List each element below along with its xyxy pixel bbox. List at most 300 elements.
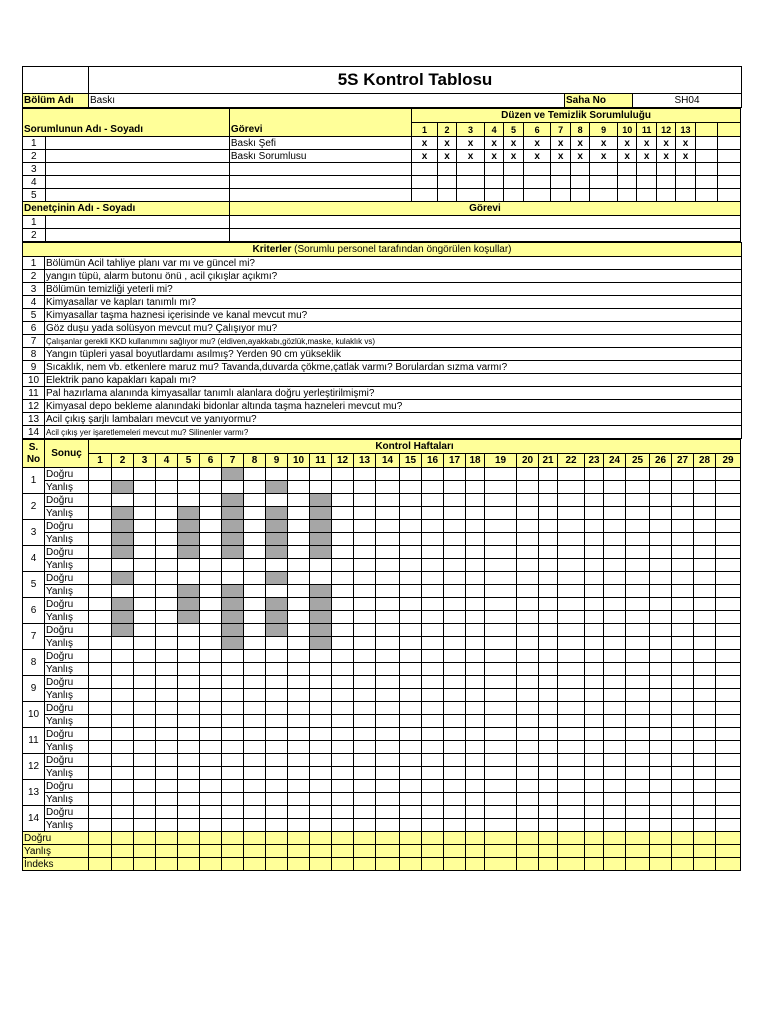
week-check-cell[interactable] (156, 741, 178, 754)
week-check-cell[interactable] (89, 624, 112, 637)
week-check-cell[interactable] (266, 572, 288, 585)
week-check-cell[interactable] (222, 780, 244, 793)
week-check-cell[interactable] (244, 481, 266, 494)
week-check-cell[interactable] (626, 728, 650, 741)
week-check-cell[interactable] (244, 650, 266, 663)
week-check-cell[interactable] (444, 585, 466, 598)
week-check-cell[interactable] (626, 780, 650, 793)
week-check-cell[interactable] (134, 741, 156, 754)
week-check-cell[interactable] (400, 676, 422, 689)
week-check-cell[interactable] (200, 663, 222, 676)
week-check-cell[interactable] (604, 624, 626, 637)
week-check-cell[interactable] (604, 767, 626, 780)
week-check-cell[interactable] (539, 767, 558, 780)
week-check-cell[interactable] (244, 689, 266, 702)
week-check-cell[interactable] (539, 689, 558, 702)
week-check-cell[interactable] (134, 637, 156, 650)
week-check-cell[interactable] (354, 715, 376, 728)
week-check-cell[interactable] (466, 598, 485, 611)
week-check-cell[interactable] (694, 507, 716, 520)
week-check-cell[interactable] (716, 559, 741, 572)
week-check-cell[interactable] (517, 741, 539, 754)
week-check-cell[interactable] (539, 741, 558, 754)
week-check-cell[interactable] (332, 468, 354, 481)
week-check-cell[interactable] (485, 715, 517, 728)
week-check-cell[interactable] (716, 637, 741, 650)
week-check-cell[interactable] (310, 689, 332, 702)
week-check-cell[interactable] (539, 728, 558, 741)
week-check-cell[interactable] (485, 637, 517, 650)
week-check-cell[interactable] (112, 741, 134, 754)
week-check-cell[interactable] (222, 754, 244, 767)
week-check-cell[interactable] (156, 494, 178, 507)
week-check-cell[interactable] (694, 676, 716, 689)
week-check-cell[interactable] (332, 819, 354, 832)
week-check-cell[interactable] (422, 572, 444, 585)
week-check-cell[interactable] (332, 520, 354, 533)
week-check-cell[interactable] (354, 585, 376, 598)
week-check-cell[interactable] (466, 793, 485, 806)
week-check-cell[interactable] (178, 689, 200, 702)
week-check-cell[interactable] (422, 494, 444, 507)
week-check-cell[interactable] (626, 598, 650, 611)
week-check-cell[interactable] (694, 780, 716, 793)
week-check-cell[interactable] (694, 767, 716, 780)
week-check-cell[interactable] (222, 494, 244, 507)
week-check-cell[interactable] (466, 585, 485, 598)
week-check-cell[interactable] (539, 702, 558, 715)
week-check-cell[interactable] (134, 572, 156, 585)
week-check-cell[interactable] (222, 520, 244, 533)
week-check-cell[interactable] (178, 494, 200, 507)
week-check-cell[interactable] (539, 650, 558, 663)
week-check-cell[interactable] (558, 650, 585, 663)
week-check-cell[interactable] (134, 520, 156, 533)
week-check-cell[interactable] (376, 637, 400, 650)
week-check-cell[interactable] (422, 598, 444, 611)
week-check-cell[interactable] (485, 572, 517, 585)
week-check-cell[interactable] (558, 611, 585, 624)
week-check-cell[interactable] (517, 806, 539, 819)
week-check-cell[interactable] (585, 624, 604, 637)
week-check-cell[interactable] (604, 494, 626, 507)
week-check-cell[interactable] (517, 819, 539, 832)
week-check-cell[interactable] (400, 611, 422, 624)
week-check-cell[interactable] (585, 598, 604, 611)
week-check-cell[interactable] (178, 533, 200, 546)
week-check-cell[interactable] (332, 767, 354, 780)
week-check-cell[interactable] (485, 793, 517, 806)
week-check-cell[interactable] (89, 767, 112, 780)
week-check-cell[interactable] (716, 702, 741, 715)
week-check-cell[interactable] (585, 702, 604, 715)
week-check-cell[interactable] (539, 611, 558, 624)
week-check-cell[interactable] (422, 676, 444, 689)
week-check-cell[interactable] (266, 624, 288, 637)
week-check-cell[interactable] (650, 507, 672, 520)
week-check-cell[interactable] (89, 481, 112, 494)
week-check-cell[interactable] (694, 650, 716, 663)
week-check-cell[interactable] (716, 819, 741, 832)
week-check-cell[interactable] (112, 468, 134, 481)
week-check-cell[interactable] (466, 611, 485, 624)
week-check-cell[interactable] (376, 767, 400, 780)
week-check-cell[interactable] (466, 702, 485, 715)
week-check-cell[interactable] (354, 533, 376, 546)
week-check-cell[interactable] (650, 494, 672, 507)
week-check-cell[interactable] (200, 624, 222, 637)
week-check-cell[interactable] (266, 689, 288, 702)
week-check-cell[interactable] (288, 767, 310, 780)
week-check-cell[interactable] (626, 819, 650, 832)
week-check-cell[interactable] (200, 741, 222, 754)
week-check-cell[interactable] (156, 611, 178, 624)
week-check-cell[interactable] (266, 611, 288, 624)
week-check-cell[interactable] (288, 793, 310, 806)
week-check-cell[interactable] (222, 598, 244, 611)
week-check-cell[interactable] (672, 650, 694, 663)
week-check-cell[interactable] (422, 507, 444, 520)
week-check-cell[interactable] (332, 533, 354, 546)
week-check-cell[interactable] (558, 624, 585, 637)
week-check-cell[interactable] (200, 572, 222, 585)
week-check-cell[interactable] (376, 598, 400, 611)
week-check-cell[interactable] (200, 611, 222, 624)
week-check-cell[interactable] (558, 559, 585, 572)
week-check-cell[interactable] (558, 806, 585, 819)
week-check-cell[interactable] (266, 637, 288, 650)
week-check-cell[interactable] (222, 819, 244, 832)
week-check-cell[interactable] (422, 663, 444, 676)
week-check-cell[interactable] (485, 754, 517, 767)
week-check-cell[interactable] (200, 637, 222, 650)
week-check-cell[interactable] (539, 715, 558, 728)
week-check-cell[interactable] (539, 546, 558, 559)
week-check-cell[interactable] (244, 806, 266, 819)
week-check-cell[interactable] (672, 728, 694, 741)
week-check-cell[interactable] (585, 520, 604, 533)
week-check-cell[interactable] (466, 689, 485, 702)
week-check-cell[interactable] (650, 624, 672, 637)
week-check-cell[interactable] (422, 468, 444, 481)
week-check-cell[interactable] (604, 806, 626, 819)
week-check-cell[interactable] (485, 494, 517, 507)
week-check-cell[interactable] (517, 546, 539, 559)
week-check-cell[interactable] (585, 819, 604, 832)
week-check-cell[interactable] (672, 676, 694, 689)
week-check-cell[interactable] (539, 494, 558, 507)
week-check-cell[interactable] (672, 494, 694, 507)
week-check-cell[interactable] (539, 533, 558, 546)
week-check-cell[interactable] (112, 819, 134, 832)
week-check-cell[interactable] (222, 637, 244, 650)
week-check-cell[interactable] (466, 546, 485, 559)
week-check-cell[interactable] (485, 806, 517, 819)
week-check-cell[interactable] (422, 689, 444, 702)
week-check-cell[interactable] (422, 793, 444, 806)
week-check-cell[interactable] (585, 806, 604, 819)
week-check-cell[interactable] (604, 819, 626, 832)
week-check-cell[interactable] (134, 728, 156, 741)
week-check-cell[interactable] (222, 767, 244, 780)
week-check-cell[interactable] (716, 481, 741, 494)
week-check-cell[interactable] (222, 611, 244, 624)
week-check-cell[interactable] (376, 572, 400, 585)
week-check-cell[interactable] (485, 650, 517, 663)
week-check-cell[interactable] (89, 806, 112, 819)
week-check-cell[interactable] (222, 546, 244, 559)
week-check-cell[interactable] (310, 611, 332, 624)
week-check-cell[interactable] (354, 702, 376, 715)
week-check-cell[interactable] (156, 585, 178, 598)
week-check-cell[interactable] (222, 481, 244, 494)
week-check-cell[interactable] (266, 598, 288, 611)
week-check-cell[interactable] (716, 598, 741, 611)
week-check-cell[interactable] (266, 533, 288, 546)
week-check-cell[interactable] (332, 728, 354, 741)
week-check-cell[interactable] (178, 650, 200, 663)
week-check-cell[interactable] (485, 546, 517, 559)
week-check-cell[interactable] (134, 754, 156, 767)
week-check-cell[interactable] (585, 637, 604, 650)
week-check-cell[interactable] (244, 507, 266, 520)
week-check-cell[interactable] (244, 676, 266, 689)
week-check-cell[interactable] (200, 546, 222, 559)
week-check-cell[interactable] (222, 715, 244, 728)
week-check-cell[interactable] (694, 546, 716, 559)
week-check-cell[interactable] (672, 611, 694, 624)
week-check-cell[interactable] (222, 572, 244, 585)
week-check-cell[interactable] (650, 637, 672, 650)
week-check-cell[interactable] (266, 559, 288, 572)
week-check-cell[interactable] (558, 728, 585, 741)
week-check-cell[interactable] (400, 819, 422, 832)
week-check-cell[interactable] (466, 507, 485, 520)
week-check-cell[interactable] (156, 520, 178, 533)
week-check-cell[interactable] (517, 468, 539, 481)
week-check-cell[interactable] (376, 702, 400, 715)
week-check-cell[interactable] (178, 624, 200, 637)
week-check-cell[interactable] (672, 767, 694, 780)
week-check-cell[interactable] (178, 702, 200, 715)
week-check-cell[interactable] (200, 819, 222, 832)
week-check-cell[interactable] (539, 468, 558, 481)
week-check-cell[interactable] (466, 468, 485, 481)
week-check-cell[interactable] (310, 715, 332, 728)
week-check-cell[interactable] (178, 598, 200, 611)
week-check-cell[interactable] (288, 585, 310, 598)
week-check-cell[interactable] (376, 741, 400, 754)
week-check-cell[interactable] (517, 793, 539, 806)
week-check-cell[interactable] (332, 676, 354, 689)
week-check-cell[interactable] (156, 546, 178, 559)
week-check-cell[interactable] (134, 546, 156, 559)
week-check-cell[interactable] (222, 468, 244, 481)
week-check-cell[interactable] (112, 637, 134, 650)
week-check-cell[interactable] (266, 819, 288, 832)
week-check-cell[interactable] (156, 793, 178, 806)
week-check-cell[interactable] (585, 689, 604, 702)
week-check-cell[interactable] (400, 507, 422, 520)
week-check-cell[interactable] (134, 663, 156, 676)
week-check-cell[interactable] (200, 728, 222, 741)
week-check-cell[interactable] (716, 546, 741, 559)
week-check-cell[interactable] (222, 533, 244, 546)
week-check-cell[interactable] (444, 624, 466, 637)
week-check-cell[interactable] (585, 767, 604, 780)
week-check-cell[interactable] (400, 572, 422, 585)
week-check-cell[interactable] (485, 741, 517, 754)
week-check-cell[interactable] (400, 546, 422, 559)
week-check-cell[interactable] (716, 650, 741, 663)
week-check-cell[interactable] (517, 767, 539, 780)
week-check-cell[interactable] (694, 598, 716, 611)
week-check-cell[interactable] (89, 494, 112, 507)
week-check-cell[interactable] (332, 780, 354, 793)
week-check-cell[interactable] (585, 793, 604, 806)
week-check-cell[interactable] (466, 741, 485, 754)
week-check-cell[interactable] (604, 598, 626, 611)
week-check-cell[interactable] (650, 533, 672, 546)
week-check-cell[interactable] (466, 806, 485, 819)
week-check-cell[interactable] (89, 741, 112, 754)
week-check-cell[interactable] (332, 650, 354, 663)
week-check-cell[interactable] (672, 468, 694, 481)
week-check-cell[interactable] (156, 754, 178, 767)
week-check-cell[interactable] (539, 806, 558, 819)
week-check-cell[interactable] (604, 793, 626, 806)
week-check-cell[interactable] (89, 637, 112, 650)
week-check-cell[interactable] (354, 741, 376, 754)
week-check-cell[interactable] (422, 481, 444, 494)
week-check-cell[interactable] (112, 754, 134, 767)
week-check-cell[interactable] (558, 715, 585, 728)
week-check-cell[interactable] (354, 663, 376, 676)
week-check-cell[interactable] (422, 728, 444, 741)
week-check-cell[interactable] (539, 481, 558, 494)
week-check-cell[interactable] (89, 689, 112, 702)
week-check-cell[interactable] (134, 559, 156, 572)
week-check-cell[interactable] (112, 481, 134, 494)
week-check-cell[interactable] (244, 754, 266, 767)
week-check-cell[interactable] (178, 741, 200, 754)
week-check-cell[interactable] (444, 572, 466, 585)
week-check-cell[interactable] (694, 520, 716, 533)
week-check-cell[interactable] (485, 585, 517, 598)
week-check-cell[interactable] (585, 559, 604, 572)
week-check-cell[interactable] (650, 559, 672, 572)
week-check-cell[interactable] (134, 715, 156, 728)
week-check-cell[interactable] (288, 559, 310, 572)
week-check-cell[interactable] (716, 585, 741, 598)
week-check-cell[interactable] (422, 611, 444, 624)
week-check-cell[interactable] (200, 715, 222, 728)
week-check-cell[interactable] (444, 676, 466, 689)
week-check-cell[interactable] (650, 702, 672, 715)
week-check-cell[interactable] (266, 546, 288, 559)
week-check-cell[interactable] (376, 507, 400, 520)
week-check-cell[interactable] (650, 676, 672, 689)
week-check-cell[interactable] (466, 767, 485, 780)
week-check-cell[interactable] (694, 689, 716, 702)
week-check-cell[interactable] (266, 741, 288, 754)
week-check-cell[interactable] (400, 806, 422, 819)
week-check-cell[interactable] (376, 689, 400, 702)
week-check-cell[interactable] (539, 754, 558, 767)
week-check-cell[interactable] (332, 806, 354, 819)
week-check-cell[interactable] (310, 559, 332, 572)
week-check-cell[interactable] (112, 611, 134, 624)
week-check-cell[interactable] (400, 650, 422, 663)
week-check-cell[interactable] (650, 546, 672, 559)
week-check-cell[interactable] (244, 572, 266, 585)
week-check-cell[interactable] (650, 780, 672, 793)
week-check-cell[interactable] (112, 689, 134, 702)
week-check-cell[interactable] (650, 819, 672, 832)
week-check-cell[interactable] (626, 533, 650, 546)
week-check-cell[interactable] (444, 663, 466, 676)
week-check-cell[interactable] (376, 533, 400, 546)
week-check-cell[interactable] (112, 780, 134, 793)
week-check-cell[interactable] (156, 819, 178, 832)
week-check-cell[interactable] (200, 780, 222, 793)
week-check-cell[interactable] (485, 611, 517, 624)
week-check-cell[interactable] (156, 598, 178, 611)
week-check-cell[interactable] (376, 624, 400, 637)
week-check-cell[interactable] (539, 559, 558, 572)
week-check-cell[interactable] (558, 481, 585, 494)
week-check-cell[interactable] (134, 650, 156, 663)
week-check-cell[interactable] (485, 598, 517, 611)
week-check-cell[interactable] (332, 481, 354, 494)
week-check-cell[interactable] (178, 611, 200, 624)
week-check-cell[interactable] (626, 650, 650, 663)
week-check-cell[interactable] (354, 767, 376, 780)
week-check-cell[interactable] (517, 533, 539, 546)
week-check-cell[interactable] (716, 806, 741, 819)
week-check-cell[interactable] (626, 585, 650, 598)
week-check-cell[interactable] (558, 520, 585, 533)
week-check-cell[interactable] (244, 585, 266, 598)
week-check-cell[interactable] (89, 728, 112, 741)
week-check-cell[interactable] (650, 572, 672, 585)
week-check-cell[interactable] (466, 637, 485, 650)
week-check-cell[interactable] (626, 468, 650, 481)
week-check-cell[interactable] (244, 741, 266, 754)
week-check-cell[interactable] (376, 819, 400, 832)
week-check-cell[interactable] (266, 806, 288, 819)
week-check-cell[interactable] (400, 624, 422, 637)
week-check-cell[interactable] (650, 728, 672, 741)
week-check-cell[interactable] (650, 598, 672, 611)
week-check-cell[interactable] (376, 585, 400, 598)
week-check-cell[interactable] (485, 689, 517, 702)
week-check-cell[interactable] (134, 598, 156, 611)
week-check-cell[interactable] (89, 533, 112, 546)
week-check-cell[interactable] (200, 559, 222, 572)
week-check-cell[interactable] (310, 676, 332, 689)
week-check-cell[interactable] (558, 702, 585, 715)
week-check-cell[interactable] (134, 702, 156, 715)
week-check-cell[interactable] (444, 559, 466, 572)
week-check-cell[interactable] (400, 767, 422, 780)
week-check-cell[interactable] (332, 754, 354, 767)
week-check-cell[interactable] (422, 546, 444, 559)
week-check-cell[interactable] (672, 793, 694, 806)
week-check-cell[interactable] (244, 663, 266, 676)
week-check-cell[interactable] (266, 663, 288, 676)
week-check-cell[interactable] (716, 533, 741, 546)
